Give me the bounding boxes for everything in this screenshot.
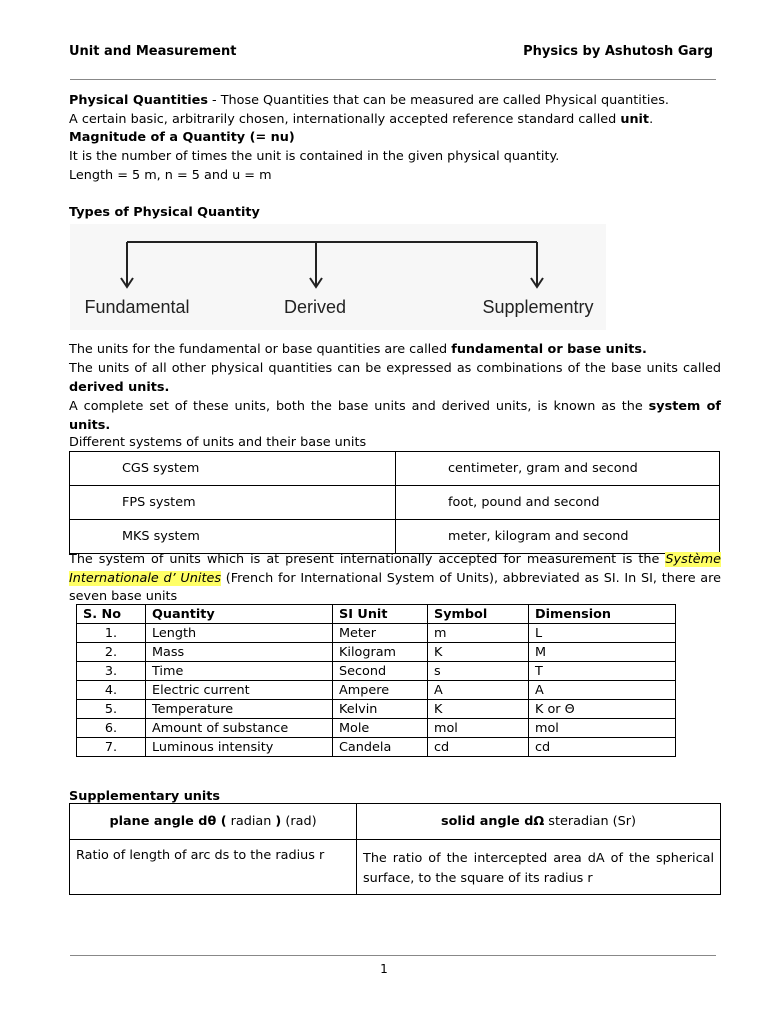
header-rule	[70, 79, 716, 80]
page-header	[69, 44, 713, 64]
fundamental-units-text	[69, 340, 721, 359]
system-units: centimeter, gram and second	[396, 452, 720, 486]
cell-si-unit: Meter	[333, 624, 428, 643]
system-name: FPS system	[70, 486, 396, 520]
plane-angle-header	[70, 804, 357, 840]
unit-definition	[69, 110, 721, 129]
term-unit: unit	[620, 112, 650, 127]
table-header-row	[77, 605, 676, 624]
cell-quantity: Amount of substance	[146, 719, 333, 738]
table-row	[77, 643, 676, 662]
plane-angle-unit: radian	[226, 814, 276, 829]
cell-symbol: mol	[428, 719, 529, 738]
cell-quantity: Time	[146, 662, 333, 681]
label-supplementry: Supplementry	[482, 297, 594, 317]
col-header-symbol: Symbol	[428, 605, 529, 624]
header-title: Unit and Measurement	[69, 44, 237, 59]
plane-angle-term: plane angle dθ (	[109, 814, 227, 829]
si-intro-rest: (French for International System of Units), abbreviated as SI. In SI, there are seven base units	[69, 570, 721, 604]
physical-quantities-definition	[69, 91, 721, 110]
cell-quantity: Temperature	[146, 700, 333, 719]
magnitude-text: It is the number of times the unit is contained in the given physical quantity.	[69, 149, 560, 164]
table-row	[70, 486, 720, 520]
term-system-of-units: system of units.	[69, 399, 721, 433]
label-fundamental: Fundamental	[84, 297, 190, 317]
table-row	[70, 520, 720, 554]
cell-symbol: s	[428, 662, 529, 681]
systems-table	[69, 451, 720, 554]
cell-quantity: Mass	[146, 643, 333, 662]
types-diagram-svg	[70, 224, 606, 330]
table-row	[77, 624, 676, 643]
length-example: Length = 5 m, n = 5 and u = m	[69, 168, 272, 183]
plane-angle-definition: Ratio of length of arc ds to the radius r	[70, 840, 357, 895]
fundamental-units-body: The units for the fundamental or base quantities are called	[69, 342, 452, 357]
table-row	[77, 738, 676, 757]
term-physical-quantities: Physical Quantities	[69, 93, 208, 108]
solid-angle-header	[357, 804, 721, 840]
derived-units-body: The units of all other physical quantities can be expressed as combinations of the base units called	[69, 361, 721, 376]
header-author: Physics by Ashutosh Garg	[523, 44, 713, 59]
system-of-units-body: A complete set of these units, both the base units and derived units, is known as the	[69, 399, 649, 414]
col-header-quantity: Quantity	[146, 605, 333, 624]
systems-intro: Different systems of units and their base units	[69, 435, 367, 450]
cell-dimension: K or Θ	[529, 700, 676, 719]
types-diagram	[70, 224, 606, 330]
cell-si-unit: Second	[333, 662, 428, 681]
cell-quantity: Luminous intensity	[146, 738, 333, 757]
label-derived: Derived	[283, 297, 347, 317]
term-derived-units: derived units.	[69, 380, 170, 395]
table-row	[77, 662, 676, 681]
cell-si-unit: Mole	[333, 719, 428, 738]
definition-text: - Those Quantities that can be measured are called Physical quantities.	[207, 93, 670, 108]
system-units: meter, kilogram and second	[396, 520, 720, 554]
supplementary-units-table	[69, 803, 721, 895]
cell-sno: 7.	[77, 738, 146, 757]
table-header-row	[70, 804, 721, 840]
page-number: 1	[380, 962, 388, 976]
cell-dimension: T	[529, 662, 676, 681]
cell-dimension: mol	[529, 719, 676, 738]
col-header-sno: S. No	[77, 605, 146, 624]
solid-angle-term: solid angle dΩ	[440, 814, 545, 829]
cell-symbol: cd	[428, 738, 529, 757]
solid-angle-definition: The ratio of the intercepted area dA of the spherical surface, to the square of its radius r	[357, 840, 721, 895]
cell-sno: 5.	[77, 700, 146, 719]
system-units: foot, pound and second	[396, 486, 720, 520]
cell-dimension: M	[529, 643, 676, 662]
cell-sno: 2.	[77, 643, 146, 662]
si-highlight: Système Internationale d’ Unites	[69, 552, 721, 586]
cell-symbol: K	[428, 643, 529, 662]
table-row	[70, 452, 720, 486]
cell-si-unit: Ampere	[333, 681, 428, 700]
cell-sno: 3.	[77, 662, 146, 681]
supplementary-heading: Supplementary units	[69, 789, 221, 804]
table-row	[77, 681, 676, 700]
si-intro	[69, 551, 721, 607]
system-name: CGS system	[70, 452, 396, 486]
col-header-dimension: Dimension	[529, 605, 676, 624]
cell-dimension: cd	[529, 738, 676, 757]
cell-si-unit: Kilogram	[333, 643, 428, 662]
magnitude-heading: Magnitude of a Quantity (= nu)	[69, 130, 295, 145]
footer-rule	[70, 955, 716, 956]
cell-quantity: Electric current	[146, 681, 333, 700]
system-name: MKS system	[70, 520, 396, 554]
cell-symbol: m	[428, 624, 529, 643]
cell-sno: 6.	[77, 719, 146, 738]
system-of-units-text	[69, 397, 721, 435]
table-row	[77, 700, 676, 719]
col-header-si-unit: SI Unit	[333, 605, 428, 624]
cell-symbol: K	[428, 700, 529, 719]
cell-quantity: Length	[146, 624, 333, 643]
unit-text: A certain basic, arbitrarily chosen, internationally accepted reference standard called	[69, 112, 621, 127]
term-fundamental-units: fundamental or base units.	[451, 342, 647, 357]
unit-period: .	[649, 112, 654, 127]
cell-dimension: A	[529, 681, 676, 700]
si-intro-body: The system of units which is at present internationally accepted for measurement is the	[69, 552, 666, 567]
table-row	[70, 840, 721, 895]
solid-angle-unit: steradian (Sr)	[544, 814, 637, 829]
cell-si-unit: Kelvin	[333, 700, 428, 719]
cell-dimension: L	[529, 624, 676, 643]
derived-units-text	[69, 359, 721, 397]
cell-si-unit: Candela	[333, 738, 428, 757]
cell-sno: 1.	[77, 624, 146, 643]
cell-symbol: A	[428, 681, 529, 700]
plane-angle-symbol: (rad)	[281, 814, 317, 829]
plane-angle-paren: )	[275, 814, 282, 829]
table-row	[77, 719, 676, 738]
cell-sno: 4.	[77, 681, 146, 700]
si-base-units-table	[76, 604, 676, 757]
types-heading: Types of Physical Quantity	[69, 205, 260, 220]
